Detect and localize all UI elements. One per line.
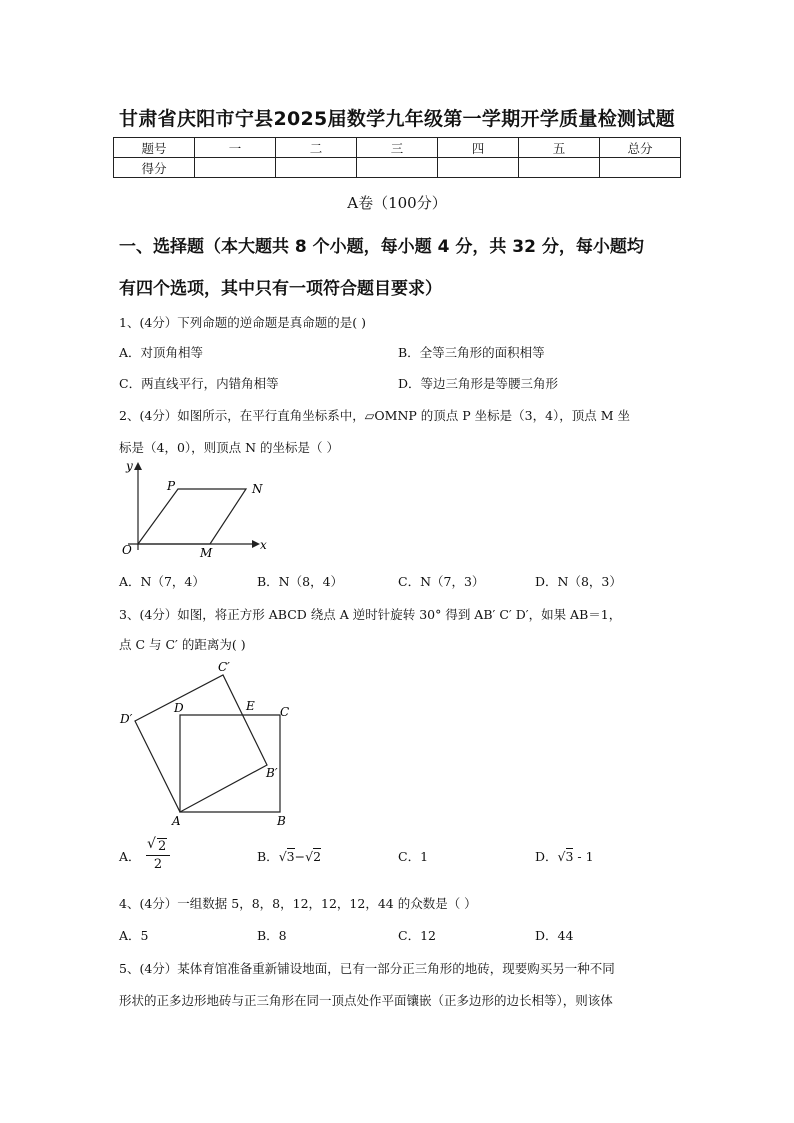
section-heading-line2: 有四个选项，其中只有一项符合题目要求）: [119, 279, 442, 299]
q3-option-d: [535, 849, 594, 865]
sqrt-icon: √: [305, 849, 314, 864]
q3-option-c: C．1: [398, 849, 429, 864]
section-heading-line1: 一、选择题（本大题共 8 个小题，每小题 4 分，共 32 分，每小题均: [119, 237, 644, 257]
fraction-denominator: 2: [153, 857, 163, 872]
q4-option-b: B．8: [257, 928, 287, 943]
paper-section-a: A卷（100分）: [347, 194, 447, 212]
label-c: C: [280, 705, 290, 719]
score-cell: 题号: [114, 138, 195, 158]
q3-option-d-prefix: D．: [535, 849, 558, 864]
q2-option-d: D．N（8，3）: [535, 574, 622, 589]
score-input-cell: [519, 158, 600, 178]
score-input-cell: [357, 158, 438, 178]
label-b: B: [277, 814, 286, 828]
square-abcd: [180, 715, 280, 812]
sqrt-icon: √: [147, 836, 156, 852]
q4-option-c: C．12: [398, 928, 436, 943]
score-table: [113, 137, 681, 178]
parallelogram-omnp: [138, 489, 246, 544]
question-4-stem: 4、(4分）一组数据 5，8，8，12，12，12，44 的众数是（ ）: [119, 896, 477, 911]
radicand: 3: [565, 849, 574, 864]
score-cell: 五: [519, 138, 600, 158]
sqrt-icon: √: [557, 849, 566, 864]
score-input-cell: [438, 158, 519, 178]
q1-option-d: D．等边三角形是等腰三角形: [398, 376, 559, 391]
q3-option-a-fraction: [146, 836, 170, 873]
y-axis-arrow-icon: [134, 462, 142, 470]
score-input-cell: [600, 158, 681, 178]
q1-option-a: A．对顶角相等: [119, 345, 204, 360]
label-e: E: [246, 699, 255, 713]
radicand: 3: [286, 849, 295, 864]
score-cell: 三: [357, 138, 438, 158]
q4-option-a: A．5: [119, 928, 149, 943]
label-d-prime: D′: [120, 712, 133, 726]
x-axis-arrow-icon: [252, 540, 260, 548]
q3-option-b-prefix: B．: [257, 849, 279, 864]
q2-parallelogram-figure: [112, 456, 282, 562]
q1-option-c: C．两直线平行，内错角相等: [119, 376, 279, 391]
score-cell: 四: [438, 138, 519, 158]
minus-sign: −: [294, 849, 306, 864]
q1-option-b: B．全等三角形的面积相等: [398, 345, 545, 360]
label-o: O: [122, 543, 132, 557]
score-cell: 得分: [114, 158, 195, 178]
score-input-cell: [276, 158, 357, 178]
q3-rotated-square-figure: [112, 655, 302, 830]
label-y: y: [126, 459, 133, 473]
score-cell: 一: [195, 138, 276, 158]
square-ab1c1d1: [135, 675, 267, 812]
label-m: M: [200, 546, 213, 560]
label-c-prime: C′: [218, 660, 230, 674]
question-2-stem-line1: 2、(4分）如图所示，在平行直角坐标系中，▱OMNP 的顶点 P 坐标是（3，4），顶点 M 坐: [119, 408, 631, 423]
q3-option-b: [257, 849, 321, 865]
question-3-stem-line2: 点 C 与 C′ 的距离为( ): [119, 637, 246, 652]
question-2-stem-line2: 标是（4，0），则顶点 N 的坐标是（ ）: [119, 440, 340, 455]
radicand: 2: [313, 849, 322, 864]
question-3-stem-line1: 3、(4分）如图，将正方形 ABCD 绕点 A 逆时针旋转 30° 得到 AB′ C′ D′，如果 AB＝1，: [119, 607, 622, 622]
question-5-stem-line1: 5、(4分）某体育馆准备重新铺设地面，已有一部分正三角形的地砖，现要购买另一种不同: [119, 961, 615, 976]
q2-option-a: A．N（7，4）: [119, 574, 205, 589]
score-table-header-row: [114, 138, 681, 158]
q3-option-d-tail: - 1: [573, 849, 594, 864]
label-n: N: [252, 482, 263, 496]
page-title: 甘肃省庆阳市宁县2025届数学九年级第一学期开学质量检测试题: [119, 108, 675, 130]
label-a: A: [172, 814, 181, 828]
label-b-prime: B′: [266, 766, 278, 780]
label-d: D: [174, 701, 184, 715]
radicand: 2: [158, 839, 167, 854]
q3-option-a-prefix: A．: [119, 849, 141, 864]
q4-option-d: D．44: [535, 928, 574, 943]
q2-option-c: C．N（7，3）: [398, 574, 485, 589]
sqrt-icon: √: [278, 849, 287, 864]
label-x: x: [260, 538, 267, 552]
question-1-stem: 1、(4分）下列命题的逆命题是真命题的是( ): [119, 315, 367, 330]
fraction-numerator: [146, 836, 170, 856]
score-table-score-row: [114, 158, 681, 178]
label-p: P: [167, 479, 176, 493]
score-input-cell: [195, 158, 276, 178]
score-cell: 二: [276, 138, 357, 158]
question-5-stem-line2: 形状的正多边形地砖与正三角形在同一顶点处作平面镶嵌（正多边形的边长相等），则该体: [119, 993, 613, 1008]
q2-option-b: B．N（8，4）: [257, 574, 344, 589]
score-cell: 总分: [600, 138, 681, 158]
